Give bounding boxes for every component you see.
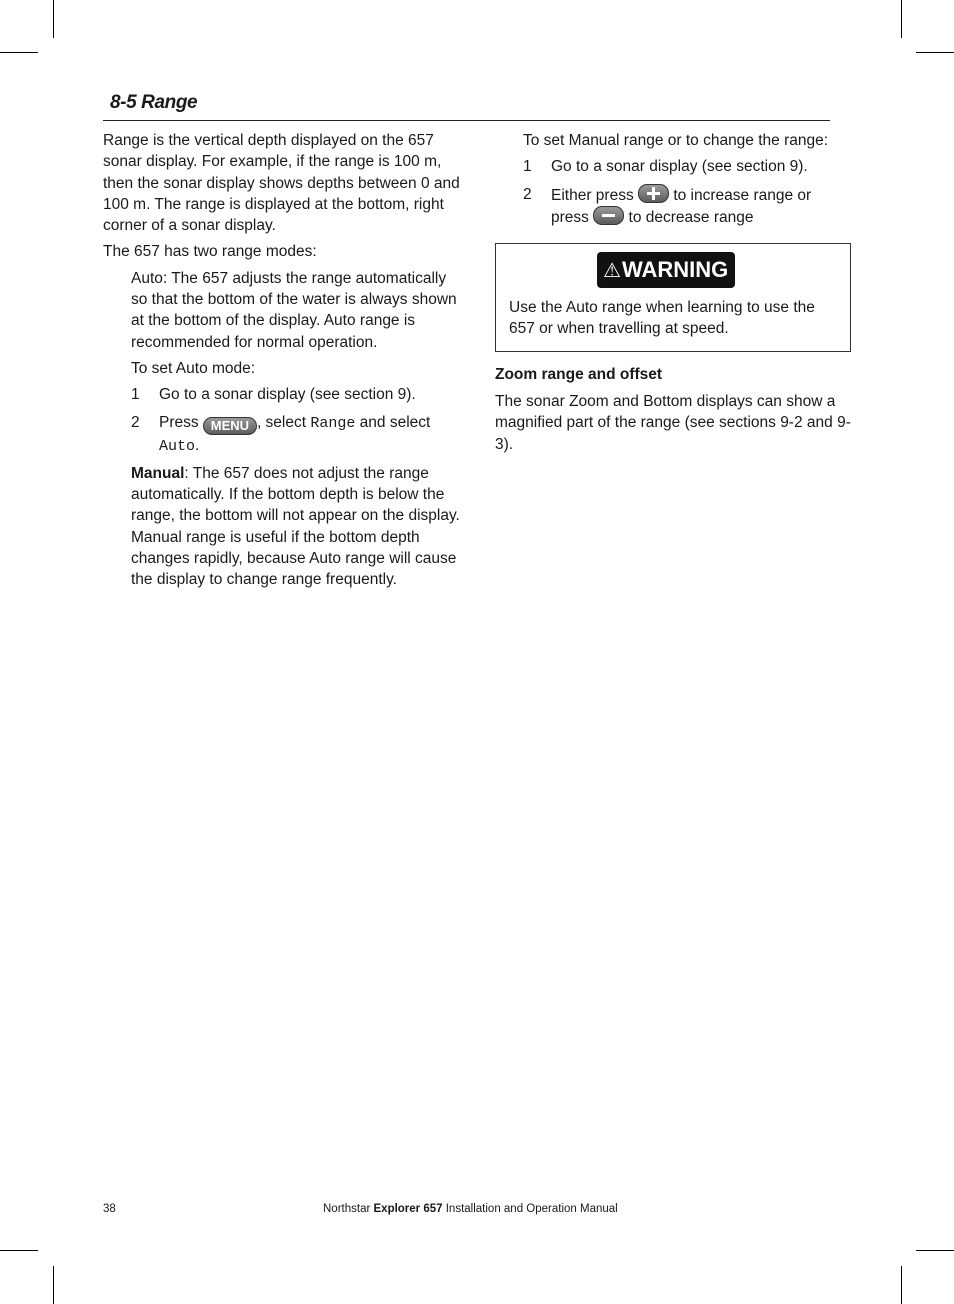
step-number: 1 xyxy=(523,158,532,176)
document-name: Installation and Operation Manual xyxy=(442,1203,618,1215)
warning-box xyxy=(495,243,851,352)
step-text xyxy=(551,184,851,229)
manual-title xyxy=(323,1203,618,1215)
zoom-text: The sonar Zoom and Bottom displays can show a magnified part of the range (see sections 9-2 and 9-3). xyxy=(495,393,851,453)
crop-mark xyxy=(53,1266,54,1304)
list-item xyxy=(523,184,851,229)
auto-steps xyxy=(131,384,465,457)
list-item xyxy=(131,412,465,457)
auto-howto: To set Auto mode: xyxy=(131,359,256,377)
step-text: Go to a sonar display (see section 9). xyxy=(551,158,808,176)
crop-mark xyxy=(0,1250,38,1251)
right-column xyxy=(495,130,851,460)
crop-mark xyxy=(901,0,902,38)
manual-text: : The 657 does not adjust the range automatically. If the bottom depth is below the range, the bottom will not appear on the display. Manual range is useful if the bottom depth changes rapidly, because Auto range will cause the display to change range frequently. xyxy=(131,464,460,589)
auto-mode-section xyxy=(103,268,465,591)
warning-label: WARNING xyxy=(621,257,729,283)
step-text: Go to a sonar display (see section 9). xyxy=(159,386,416,404)
step-text-part: to increase range or press xyxy=(551,186,812,226)
range-intro: Range is the vertical depth displayed on the 657 sonar display. For example, if the range is 100 m, then the sonar display shows depths between 0 and 100 m. The range is displayed at the bottom, right corner of a sonar display. xyxy=(103,132,460,235)
step-text-part: , select xyxy=(256,413,311,431)
left-column xyxy=(103,130,465,596)
warning-badge xyxy=(597,252,735,288)
crop-mark xyxy=(0,52,38,53)
step-text-part: . xyxy=(195,436,200,454)
step-text-part: and select xyxy=(355,413,431,431)
step-text xyxy=(159,412,465,457)
crop-mark xyxy=(53,0,54,38)
section-title: 8-5 Range xyxy=(110,92,198,113)
manual-howto-section xyxy=(495,130,851,228)
crop-mark xyxy=(916,1250,954,1251)
crop-mark xyxy=(916,52,954,53)
zoom-heading: Zoom range and offset xyxy=(495,365,663,383)
warning-icon: ⚠ xyxy=(603,260,621,283)
step-text-part: Either press xyxy=(551,186,639,204)
step-number: 2 xyxy=(523,185,532,203)
step-number: 1 xyxy=(131,386,140,404)
title-rule xyxy=(103,120,830,121)
plus-key-icon xyxy=(638,184,669,203)
list-item xyxy=(131,384,465,405)
menu-key-icon: MENU xyxy=(203,417,257,435)
manual-description xyxy=(131,463,465,591)
step-text-part: Press xyxy=(159,413,203,431)
modes-intro: The 657 has two range modes: xyxy=(103,243,317,261)
warning-text: Use the Auto range when learning to use the 657 or when travelling at speed. xyxy=(509,299,815,338)
auto-menu-code: Auto xyxy=(159,437,196,455)
brand-name: Northstar xyxy=(323,1203,374,1215)
page-number: 38 xyxy=(103,1203,116,1215)
step-text-part: to decrease range xyxy=(624,208,754,226)
manual-howto: To set Manual range or to change the range: xyxy=(523,132,829,149)
step-number: 2 xyxy=(131,413,140,431)
product-name: Explorer 657 xyxy=(373,1203,443,1215)
minus-key-icon xyxy=(593,206,624,225)
range-menu-code: Range xyxy=(310,414,356,432)
list-item xyxy=(523,156,851,177)
crop-mark xyxy=(901,1266,902,1304)
manual-steps xyxy=(523,156,851,228)
auto-description: Auto: The 657 adjusts the range automatically so that the bottom of the water is always shown at the bottom of the display. Auto range is recommended for normal operation. xyxy=(131,269,457,351)
manual-label: Manual xyxy=(131,464,185,482)
